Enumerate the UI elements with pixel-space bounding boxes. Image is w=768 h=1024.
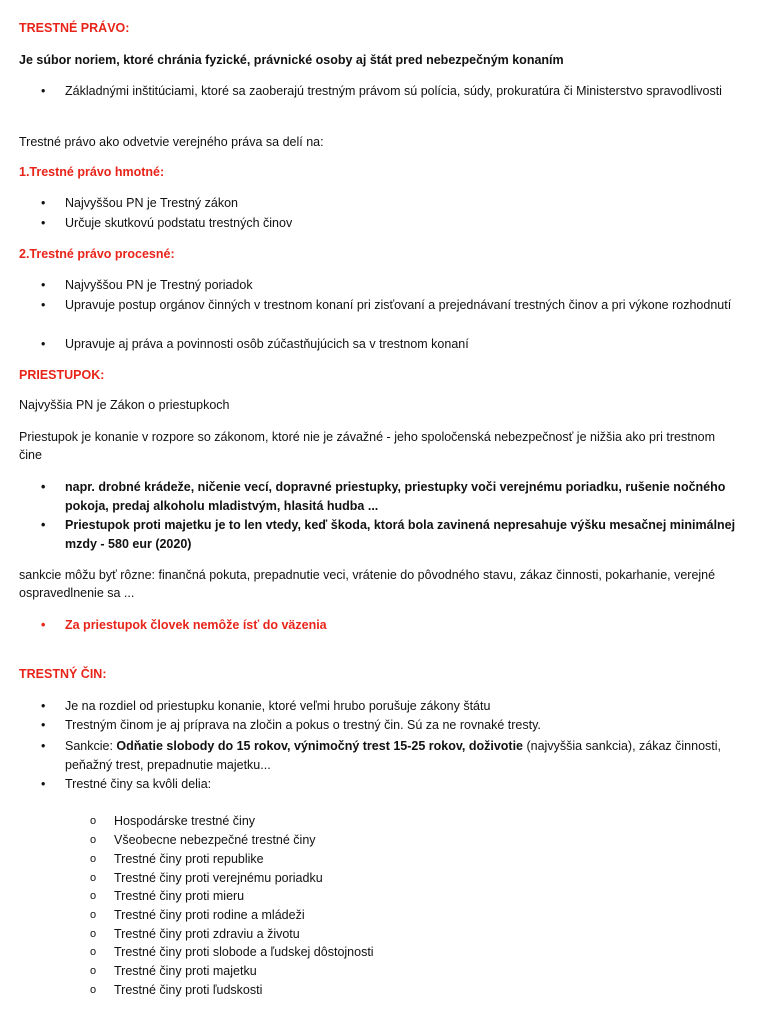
bullet-icon: •	[41, 298, 46, 312]
list-item: • Je na rozdiel od priestupku konanie, ktoré veľmi hrubo porušuje zákony štátu	[65, 697, 738, 716]
priestupok-law: Najvyššia PN je Zákon o priestupkoch	[19, 398, 230, 412]
sub-list-item: o Trestné činy proti ľudskosti	[90, 983, 263, 997]
circle-bullet-icon: o	[90, 872, 97, 884]
section-heading-trestny-cin: TRESTNÝ ČIN:	[19, 667, 107, 681]
sub-list-item: o Všeobecne nebezpečné trestné činy	[90, 833, 316, 847]
sub-list-item: o Trestné činy proti mieru	[90, 889, 245, 903]
sub-list-item: o Trestné činy proti majetku	[90, 964, 257, 978]
circle-bullet-icon: o	[90, 815, 97, 827]
circle-bullet-icon: o	[90, 834, 97, 846]
list-item: • Upravuje postup orgánov činných v trestnom konaní pri zisťovaní a prejednávaní trestných činov a pri výkone rozhodnutí	[65, 296, 738, 315]
sub-list-item: o Trestné činy proti republike	[90, 852, 264, 866]
sub-list-item: o Trestné činy proti rodine a mládeži	[90, 908, 305, 922]
circle-bullet-icon: o	[90, 984, 97, 996]
sub-list-item: o Hospodárske trestné činy	[90, 814, 256, 828]
bullet-icon: •	[41, 84, 46, 98]
bullet-icon: •	[41, 518, 46, 532]
circle-bullet-icon: o	[90, 965, 97, 977]
page-title: TRESTNÉ PRÁVO:	[19, 21, 130, 35]
bullet-icon: •	[41, 777, 46, 791]
circle-bullet-icon: o	[90, 946, 97, 958]
sub-list-item: o Trestné činy proti slobode a ľudskej dôstojnosti	[90, 945, 374, 959]
list-item: • Trestným činom je aj príprava na zločin a pokus o trestný čin. Sú za ne rovnaké tresty.	[65, 716, 738, 735]
circle-bullet-icon: o	[90, 890, 97, 902]
bullet-icon: •	[41, 618, 46, 632]
bullet-icon: •	[41, 196, 46, 210]
sanctions-text: sankcie môžu byť rôzne: finančná pokuta, prepadnutie veci, vrátenie do pôvodného stavu, zákaz činnosti, pokarhanie, verejné ospravedlnenie sa ...	[19, 568, 716, 600]
list-item: • Základnými inštitúciami, ktoré sa zaoberajú trestným právom sú polícia, súdy, prokuratúra či Ministerstvo spravodlivosti	[65, 82, 738, 101]
priestupok-definition: Priestupok je konanie v rozpore so zákonom, ktoré nie je závažné - jeho spoločenská nebezpečnosť je nižšia ako pri trestnom čine	[19, 430, 716, 462]
bullet-icon: •	[41, 278, 46, 292]
list-item: • Najvyššou PN je Trestný poriadok	[65, 276, 738, 295]
circle-bullet-icon: o	[90, 928, 97, 940]
bullet-icon: •	[41, 739, 46, 753]
section-heading-hmotne: 1.Trestné právo hmotné:	[19, 165, 165, 179]
list-item: • Najvyššou PN je Trestný zákon	[65, 194, 738, 213]
section-heading-priestupok: PRIESTUPOK:	[19, 368, 105, 382]
bullet-icon: •	[41, 699, 46, 713]
list-item: • Určuje skutkovú podstatu trestných činov	[65, 214, 738, 233]
division-text: Trestné právo ako odvetvie verejného práva sa delí na:	[19, 135, 324, 149]
list-item: • Trestné činy sa kvôli delia:	[65, 775, 738, 794]
sub-list-item: o Trestné činy proti zdraviu a životu	[90, 927, 300, 941]
circle-bullet-icon: o	[90, 909, 97, 921]
section-heading-procesne: 2.Trestné právo procesné:	[19, 247, 175, 261]
intro-text: Je súbor noriem, ktoré chránia fyzické, právnické osoby aj štát pred nebezpečným konaním	[19, 53, 564, 67]
list-item: • Za priestupok človek nemôže ísť do väzenia	[65, 616, 738, 635]
bullet-icon: •	[41, 216, 46, 230]
list-item: • Priestupok proti majetku je to len vtedy, keď škoda, ktorá bola zavinená nepresahuje výšku mesačnej minimálnej mzdy - 580 eur (2020)	[41, 518, 736, 551]
bullet-icon: •	[41, 480, 46, 494]
bullet-icon: •	[41, 718, 46, 732]
list-item: • Upravuje aj práva a povinnosti osôb zúčastňujúcich sa v trestnom konaní	[65, 335, 738, 354]
bullet-icon: •	[41, 337, 46, 351]
list-item: • Sankcie: Odňatie slobody do 15 rokov, výnimočný trest 15-25 rokov, doživotie (najvyššia sankcia), zákaz činnosti, peňažný trest, prepadnutie majetku...	[41, 739, 722, 772]
sub-list-item: o Trestné činy proti verejnému poriadku	[90, 871, 323, 885]
circle-bullet-icon: o	[90, 853, 97, 865]
list-item: • napr. drobné krádeže, ničenie vecí, dopravné priestupky, priestupky voči verejnému poriadku, rušenie nočného pokoja, predaj alkoholu mladistvým, hlasitá hudba ...	[41, 480, 726, 513]
